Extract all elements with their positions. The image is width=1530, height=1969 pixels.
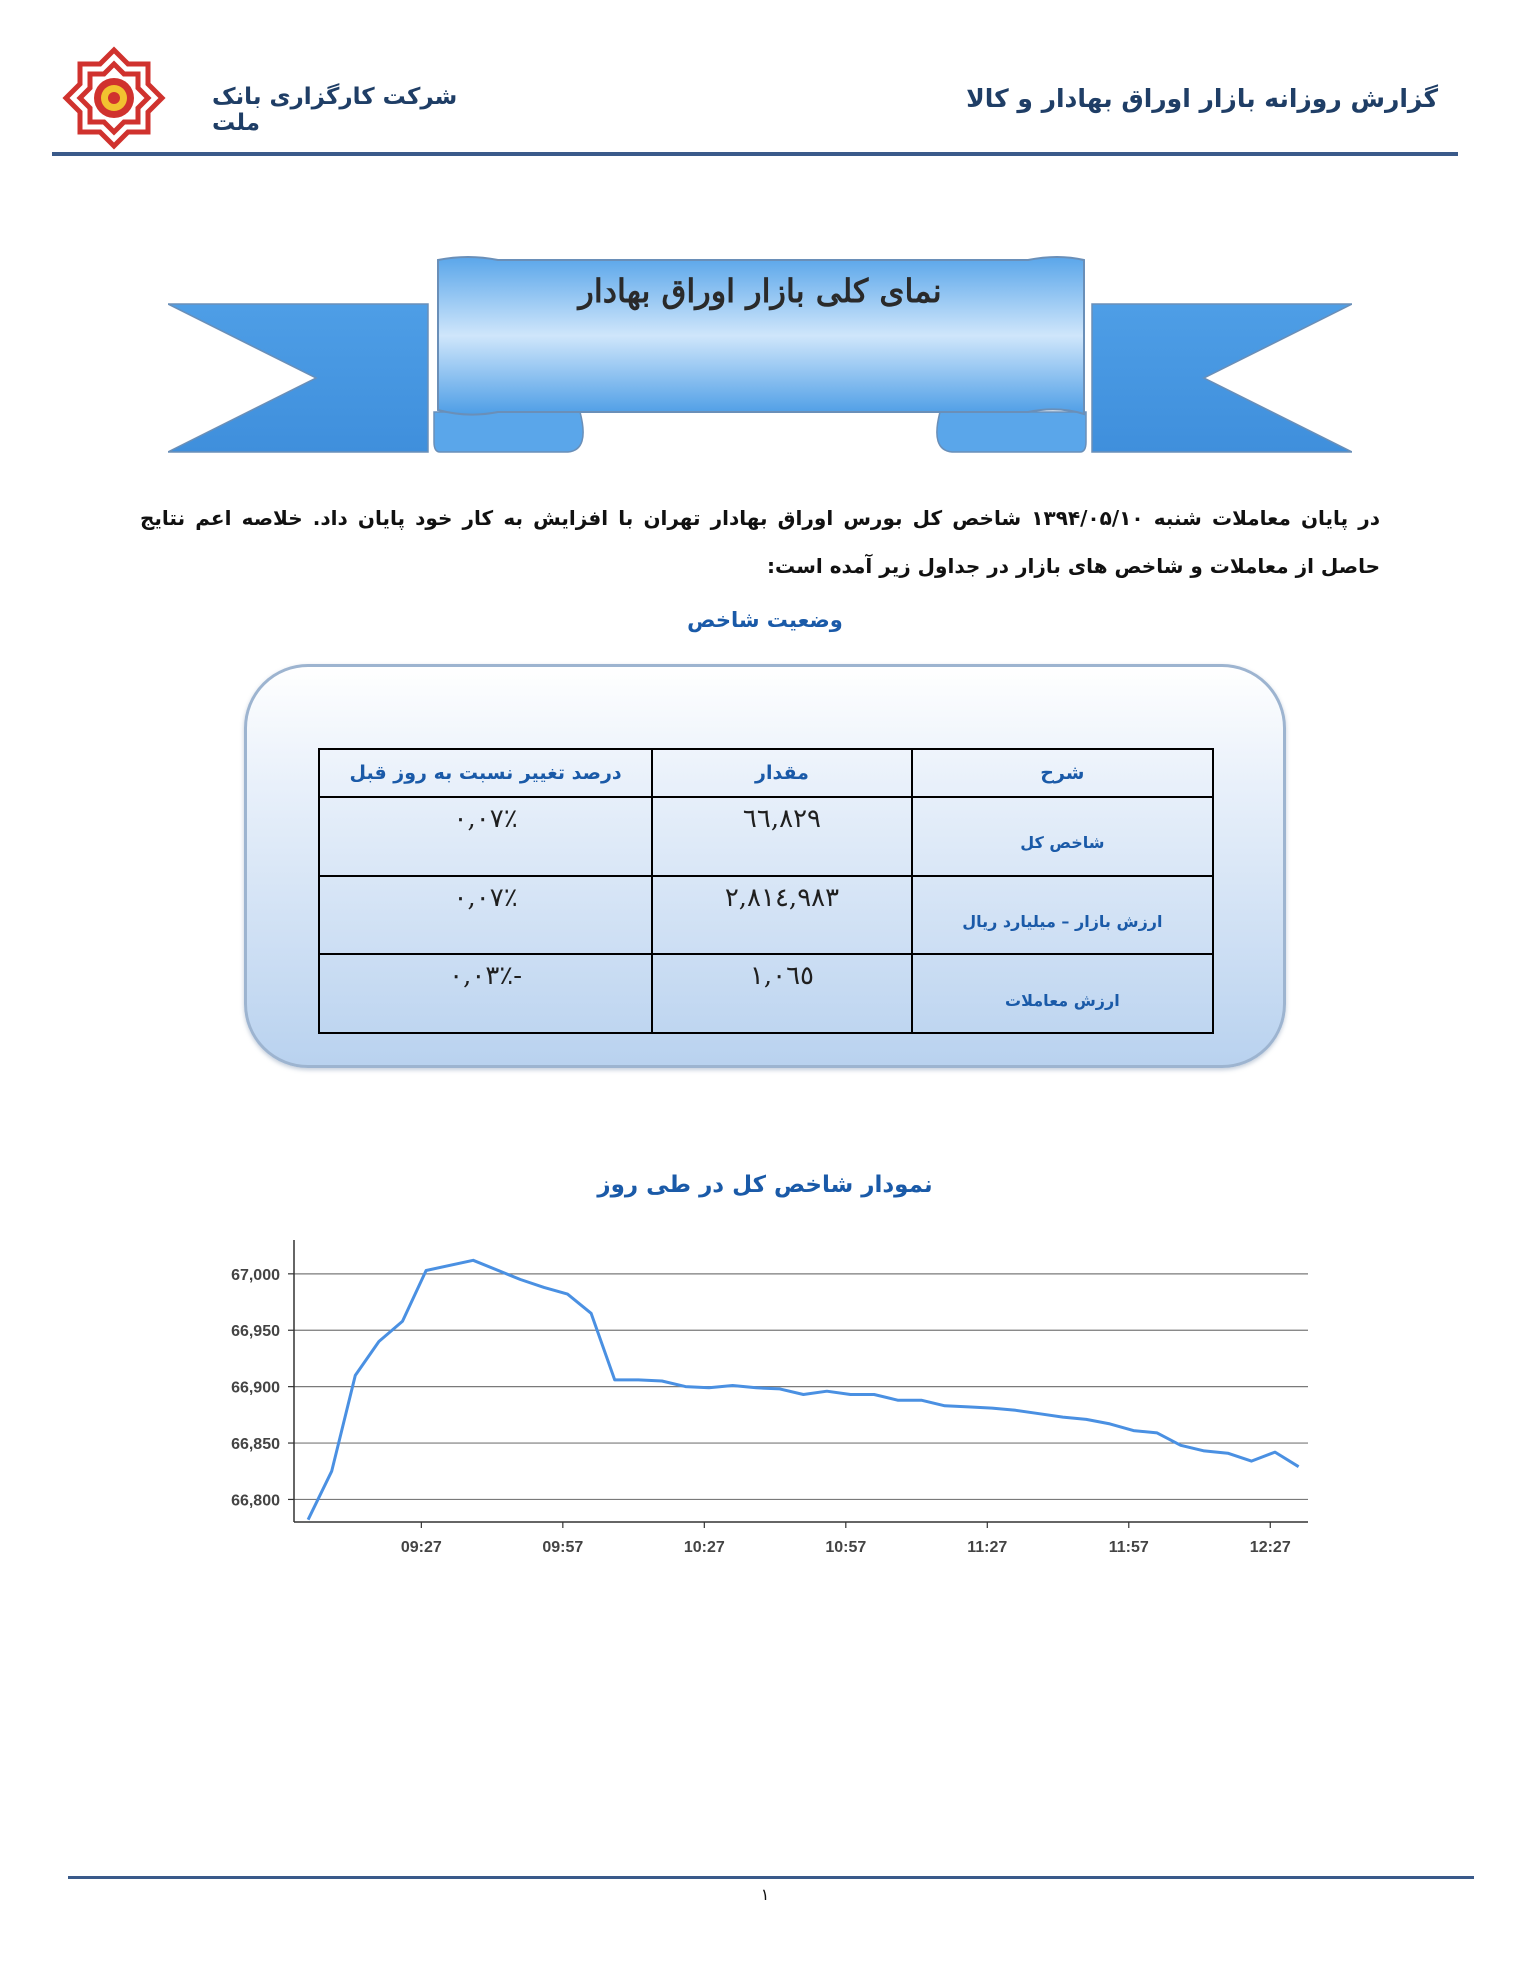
table-header-row — [319, 749, 1213, 797]
company-name: شرکت کارگزاری بانک ملت — [212, 84, 458, 136]
row-value: ٦٦,٨٢٩ — [652, 797, 912, 876]
row-change: ٪٠,٠٧ — [319, 797, 652, 876]
row-desc: ارزش معاملات — [912, 954, 1213, 1033]
col-header-desc: شرح — [912, 749, 1213, 797]
row-value: ٢,٨١٤,٩٨٣ — [652, 876, 912, 955]
page-number: ١ — [760, 1885, 770, 1904]
report-title: گزارش روزانه بازار اوراق بهادار و کالا — [966, 84, 1438, 113]
chart-title: نمودار شاخص کل در طی روز — [597, 1172, 933, 1198]
row-desc: ارزش بازار – میلیارد ریال — [912, 876, 1213, 955]
index-status-table — [318, 748, 1214, 1034]
col-header-change: درصد تغییر نسبت به روز قبل — [319, 749, 652, 797]
x-tick-label: 12:27 — [1249, 1539, 1291, 1556]
y-tick-label: 66,900 — [231, 1379, 280, 1397]
x-tick-label: 10:27 — [683, 1539, 725, 1556]
x-tick-label: 10:57 — [825, 1539, 867, 1556]
table-row — [319, 876, 1213, 955]
x-tick-label: 09:57 — [542, 1539, 584, 1556]
banner-title: نمای کلی بازار اوراق بهادار — [578, 272, 942, 310]
series-line — [308, 1260, 1299, 1519]
footer-rule — [68, 1876, 1474, 1879]
header-rule — [52, 152, 1458, 156]
col-header-value: مقدار — [652, 749, 912, 797]
y-tick-label: 66,950 — [231, 1323, 280, 1341]
y-tick-label: 66,800 — [231, 1492, 280, 1510]
row-change: -٪٠,٠٣ — [319, 954, 652, 1033]
table-row — [319, 954, 1213, 1033]
table-row — [319, 797, 1213, 876]
row-value: ١,٠٦٥ — [652, 954, 912, 1033]
row-change: ٪٠,٠٧ — [319, 876, 652, 955]
company-logo — [62, 46, 166, 150]
x-tick-label: 11:57 — [1108, 1539, 1149, 1556]
y-tick-label: 66,850 — [231, 1436, 280, 1454]
index-status-title: وضعیت شاخص — [687, 608, 843, 632]
index-line-chart — [190, 1240, 1340, 1580]
row-desc: شاخص کل — [912, 797, 1213, 876]
x-tick-label: 09:27 — [400, 1539, 442, 1556]
y-tick-label: 67,000 — [231, 1266, 280, 1284]
x-tick-label: 11:27 — [967, 1539, 1008, 1556]
intro-paragraph: در پایان معاملات شنبه ۱۳۹۴/۰۵/۱۰ شاخص کل بورس اوراق بهادار تهران با افزایش به کار خود پایان داد. خلاصه اعم نتایج حاصل از معاملات و شاخص های بازار در جداول زیر آمده است: — [140, 506, 1380, 578]
